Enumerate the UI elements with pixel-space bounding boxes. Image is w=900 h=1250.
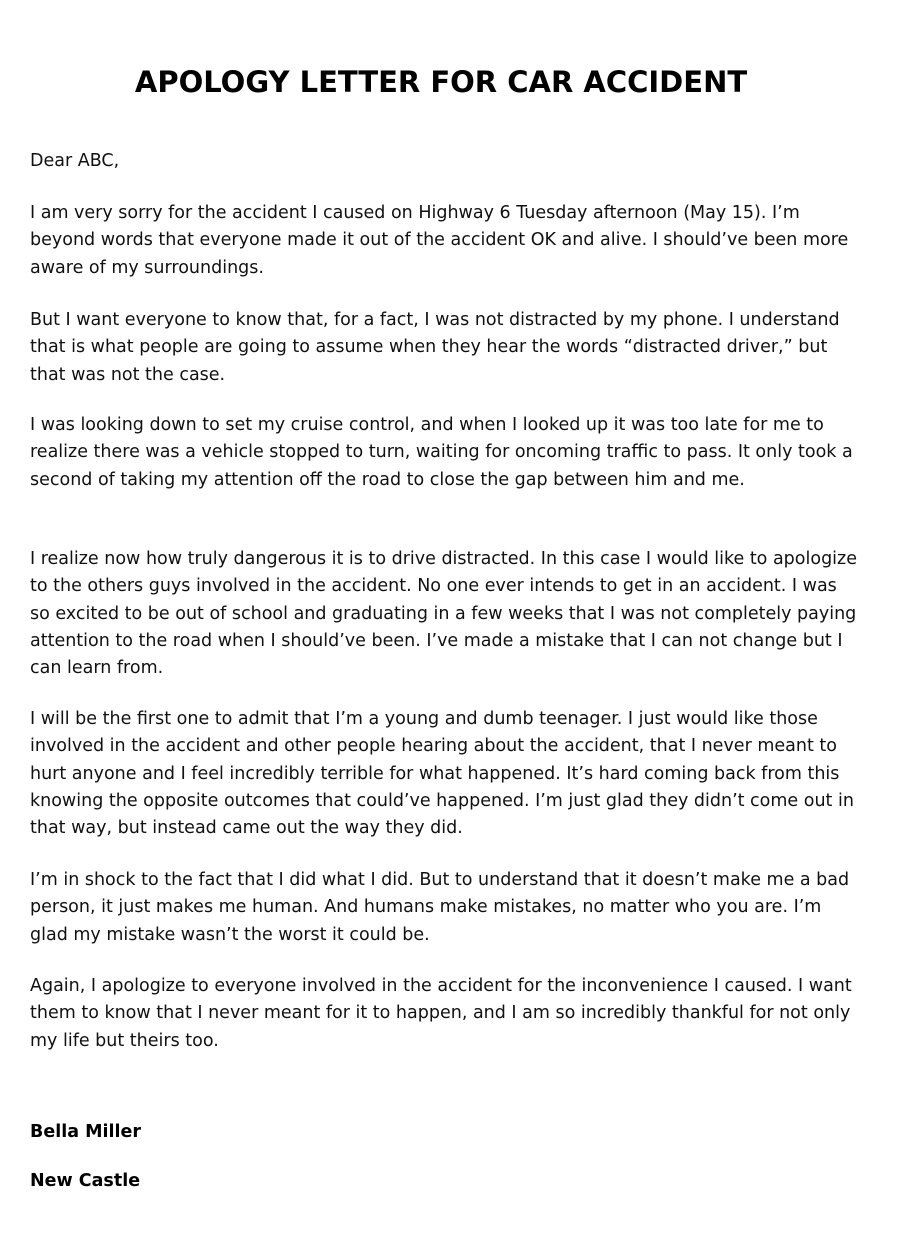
paragraph-realization: I realize now how truly dangerous it is to drive distracted. In this case I would like to apologize to the others guys involved in the accident. No one ever intends to get in an accident. I was so excited to be out of school and graduating in a few weeks that I was not completely paying attention to the road when I should’ve been. I’ve made a mistake that I can not change but I can learn from. (30, 549, 857, 679)
paragraph-not-phone: But I want everyone to know that, for a fact, I was not distracted by my phone. I understand that is what people are going to assume when they hear the words “distracted driver,” but that was not the case. (30, 310, 840, 385)
letter-title: APOLOGY LETTER FOR CAR ACCIDENT (134, 65, 748, 99)
paragraph-closing: Again, I apologize to everyone involved in the accident for the inconvenience I caused. I want them to know that I never meant for it to happen, and I am so incredibly thankful for not only my life but theirs too. (30, 976, 852, 1051)
paragraph-admission: I will be the first one to admit that I’m a young and dumb teenager. I just would like those involved in the accident and other people hearing about the accident, that I never meant to hurt anyone and I feel incredibly terrible for what happened. It’s hard coming back from this knowing the opposite outcomes that could’ve happened. I’m just glad they didn’t come out in that way, but instead came out the way they did. (30, 709, 854, 839)
paragraph-cruise-control: I was looking down to set my cruise control, and when I looked up it was too late for me to realize there was a vehicle stopped to turn, waiting for oncoming traffic to pass. It only took a second of taking my attention off the road to close the gap between him and me. (30, 415, 853, 490)
signature-name: Bella Miller (30, 1122, 142, 1142)
signature-place: New Castle (30, 1171, 141, 1191)
paragraph-shock: I’m in shock to the fact that I did what I did. But to understand that it doesn’t make me a bad person, it just makes me human. And humans make mistakes, no matter who you are. I’m glad my mistake wasn’t the worst it could be. (30, 870, 850, 945)
paragraph-apology: I am very sorry for the accident I caused on Highway 6 Tuesday afternoon (May 15). I’m beyond words that everyone made it out of the accident OK and alive. I should’ve been more aware of my surroundings. (30, 203, 849, 278)
salutation: Dear ABC, (30, 151, 120, 171)
